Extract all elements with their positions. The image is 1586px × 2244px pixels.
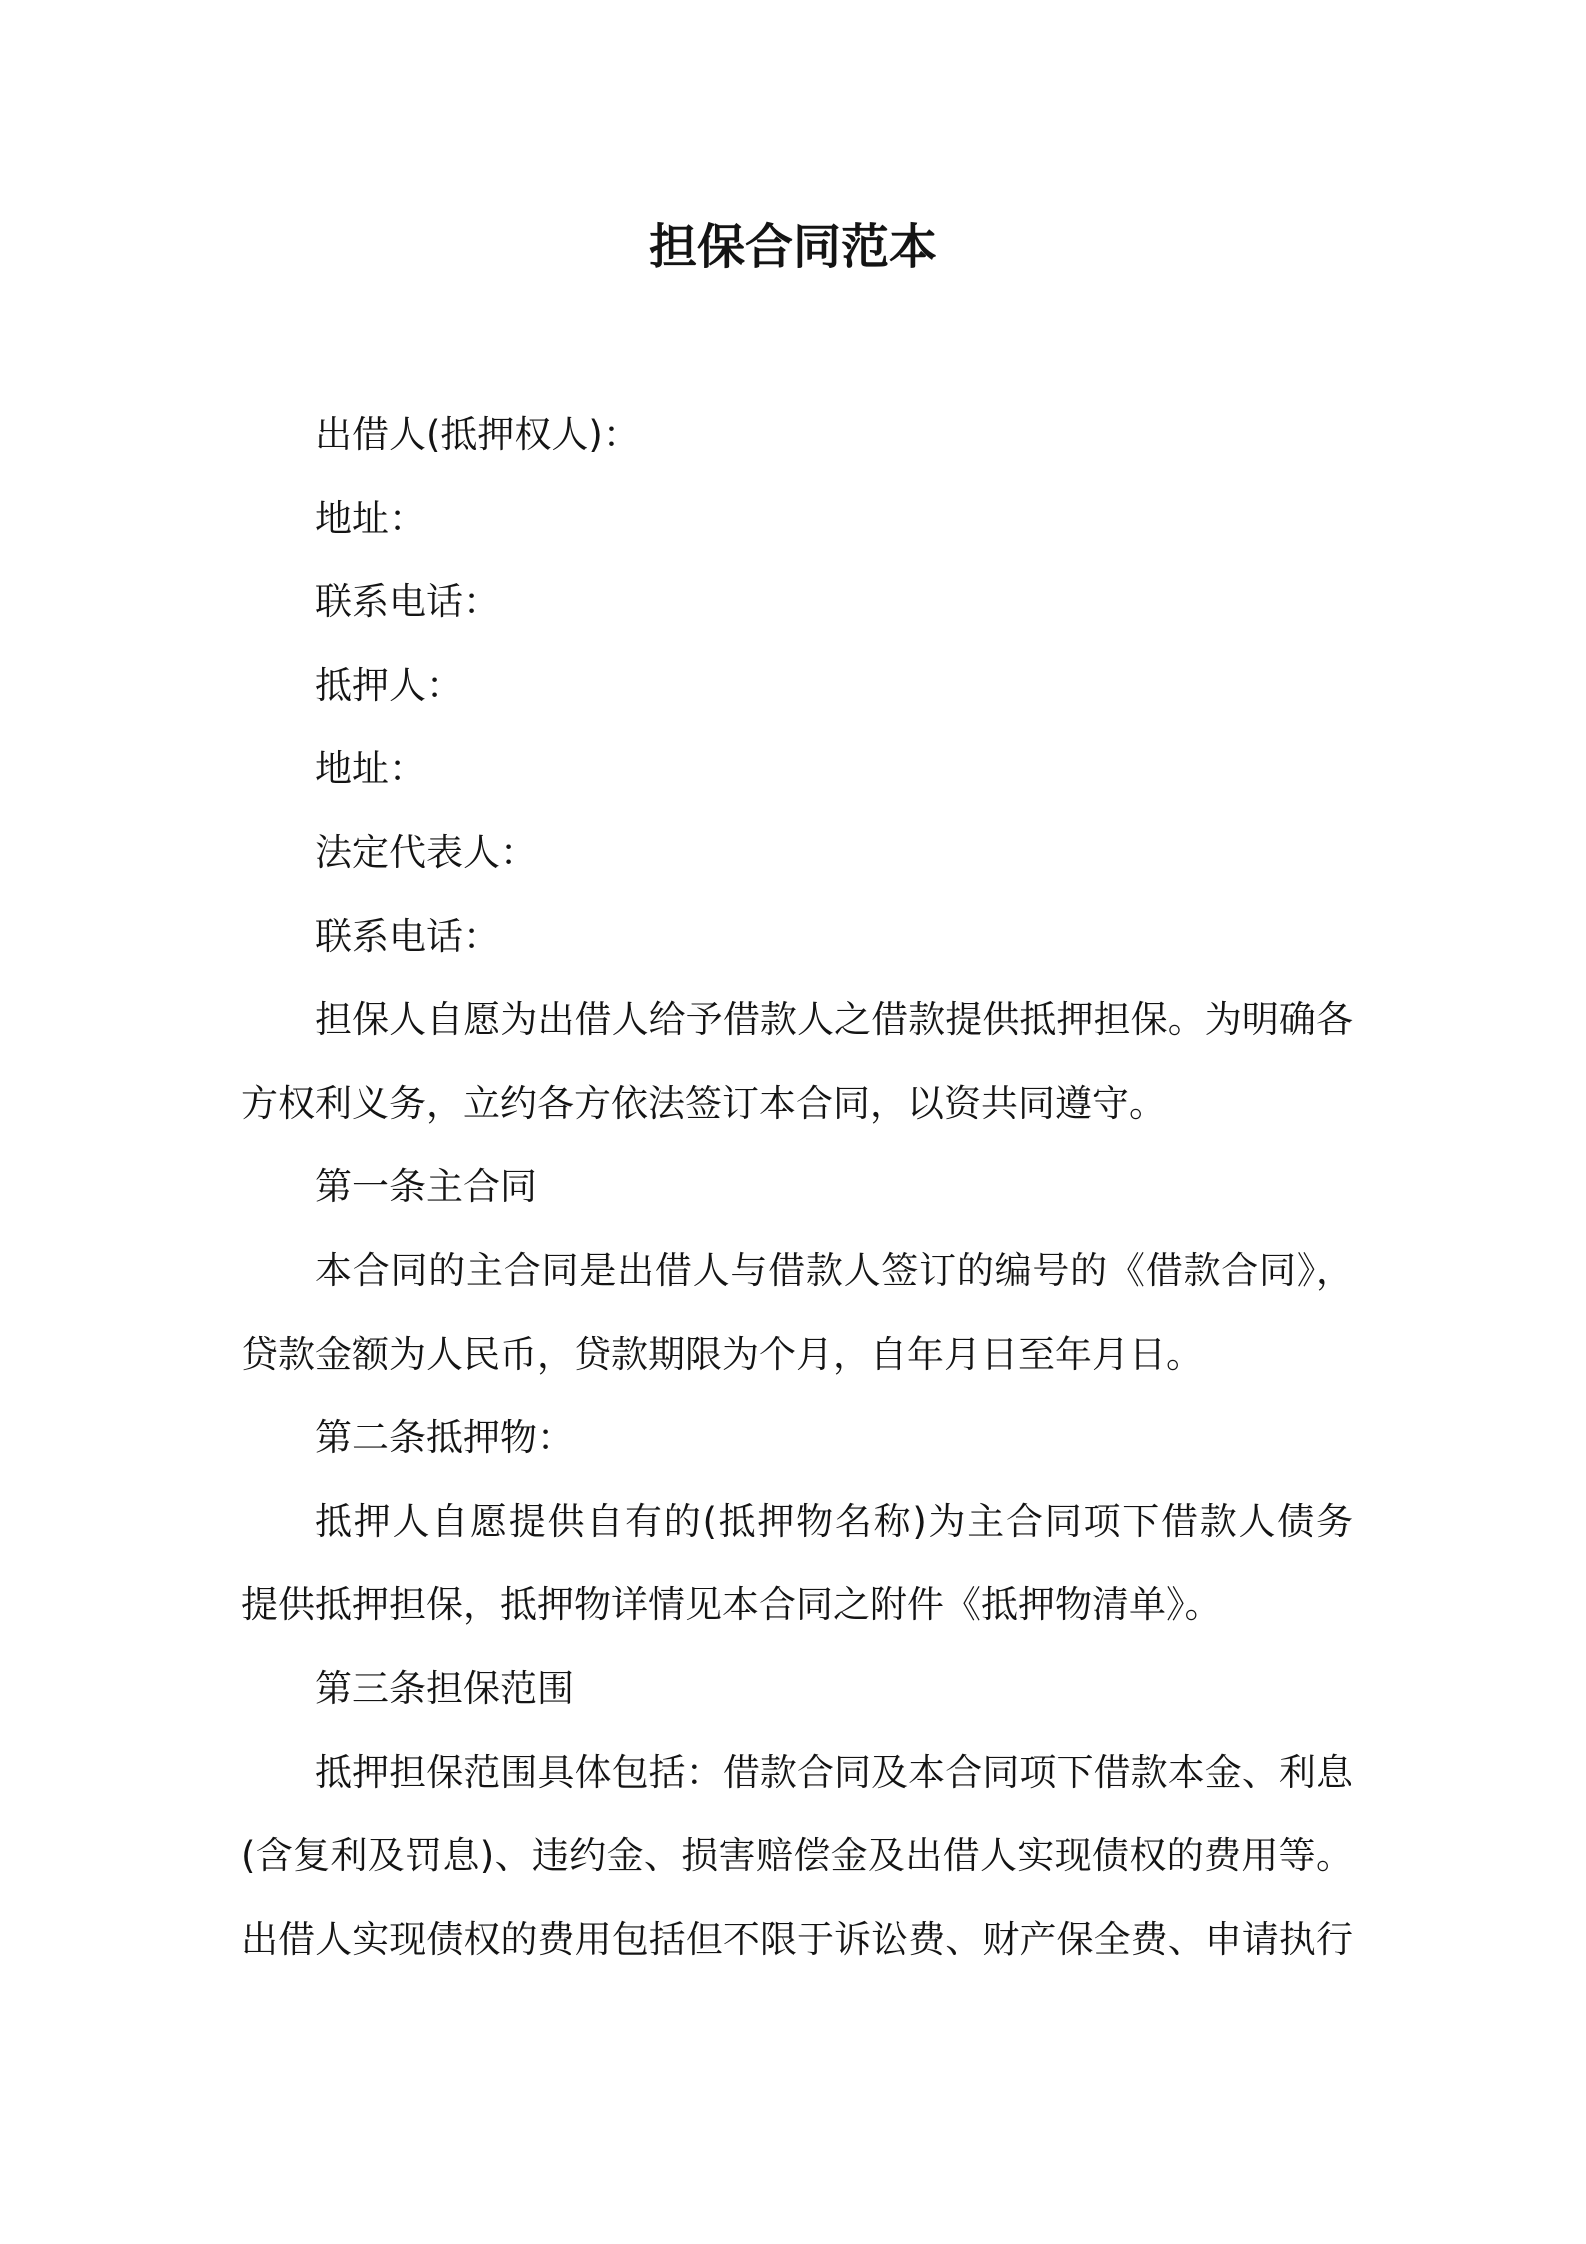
field-legal-representative [241, 811, 1353, 895]
paragraph-line: 方权利义务，立约各方依法签订本合同，以资共同遵守。 [241, 1081, 1166, 1125]
article-2-paragraph [241, 1480, 1353, 1647]
article-3-paragraph [241, 1731, 1353, 1982]
field-label: 联系电话： [315, 580, 500, 624]
article-2-heading [241, 1396, 1353, 1480]
field-mortgagor [241, 644, 1353, 728]
paragraph-line: 贷款金额为人民币，贷款期限为个月，自年月日至年月日。 [241, 1332, 1203, 1376]
article-heading: 第一条主合同 [315, 1165, 537, 1209]
preamble-paragraph [241, 978, 1353, 1145]
paragraph-line: 抵押人自愿提供自有的(抵押物名称)为主合同项下借款人债务 [315, 1499, 1353, 1543]
field-label: 法定代表人： [315, 830, 537, 874]
paragraph-line: 出借人实现债权的费用包括但不限于诉讼费、财产保全费、申请执行 [241, 1917, 1353, 1961]
paragraph-line: 抵押担保范围具体包括：借款合同及本合同项下借款本金、利息 [315, 1750, 1353, 1794]
article-1-heading [241, 1145, 1353, 1229]
field-label: 联系电话： [315, 914, 500, 958]
field-label: 出借人(抵押权人)： [315, 413, 640, 456]
document-title: 担保合同范本 [648, 219, 937, 275]
paragraph-line: 提供抵押担保，抵押物详情见本合同之附件《抵押物清单》。 [241, 1583, 1222, 1627]
article-heading: 第三条担保范围 [315, 1666, 574, 1710]
field-label: 地址： [315, 496, 426, 540]
field-lender-phone [241, 560, 1353, 644]
paragraph-line: 本合同的主合同是出借人与借款人签订的编号的《借款合同》， [315, 1248, 1353, 1292]
article-1-paragraph [241, 1229, 1353, 1396]
paragraph-line: 担保人自愿为出借人给予借款人之借款提供抵押担保。为明确各 [315, 998, 1353, 1042]
paragraph-line: (含复利及罚息)、违约金、损害赔偿金及出借人实现债权的费用等。 [241, 1834, 1353, 1878]
field-mortgagor-address [241, 727, 1353, 811]
document-body [241, 393, 1353, 1981]
field-lender-address [241, 477, 1353, 561]
article-3-heading [241, 1647, 1353, 1731]
field-lender [241, 393, 1353, 477]
field-label: 地址： [315, 747, 426, 791]
article-heading: 第二条抵押物： [315, 1416, 574, 1460]
field-mortgagor-phone [241, 895, 1353, 979]
field-label: 抵押人： [315, 663, 463, 707]
